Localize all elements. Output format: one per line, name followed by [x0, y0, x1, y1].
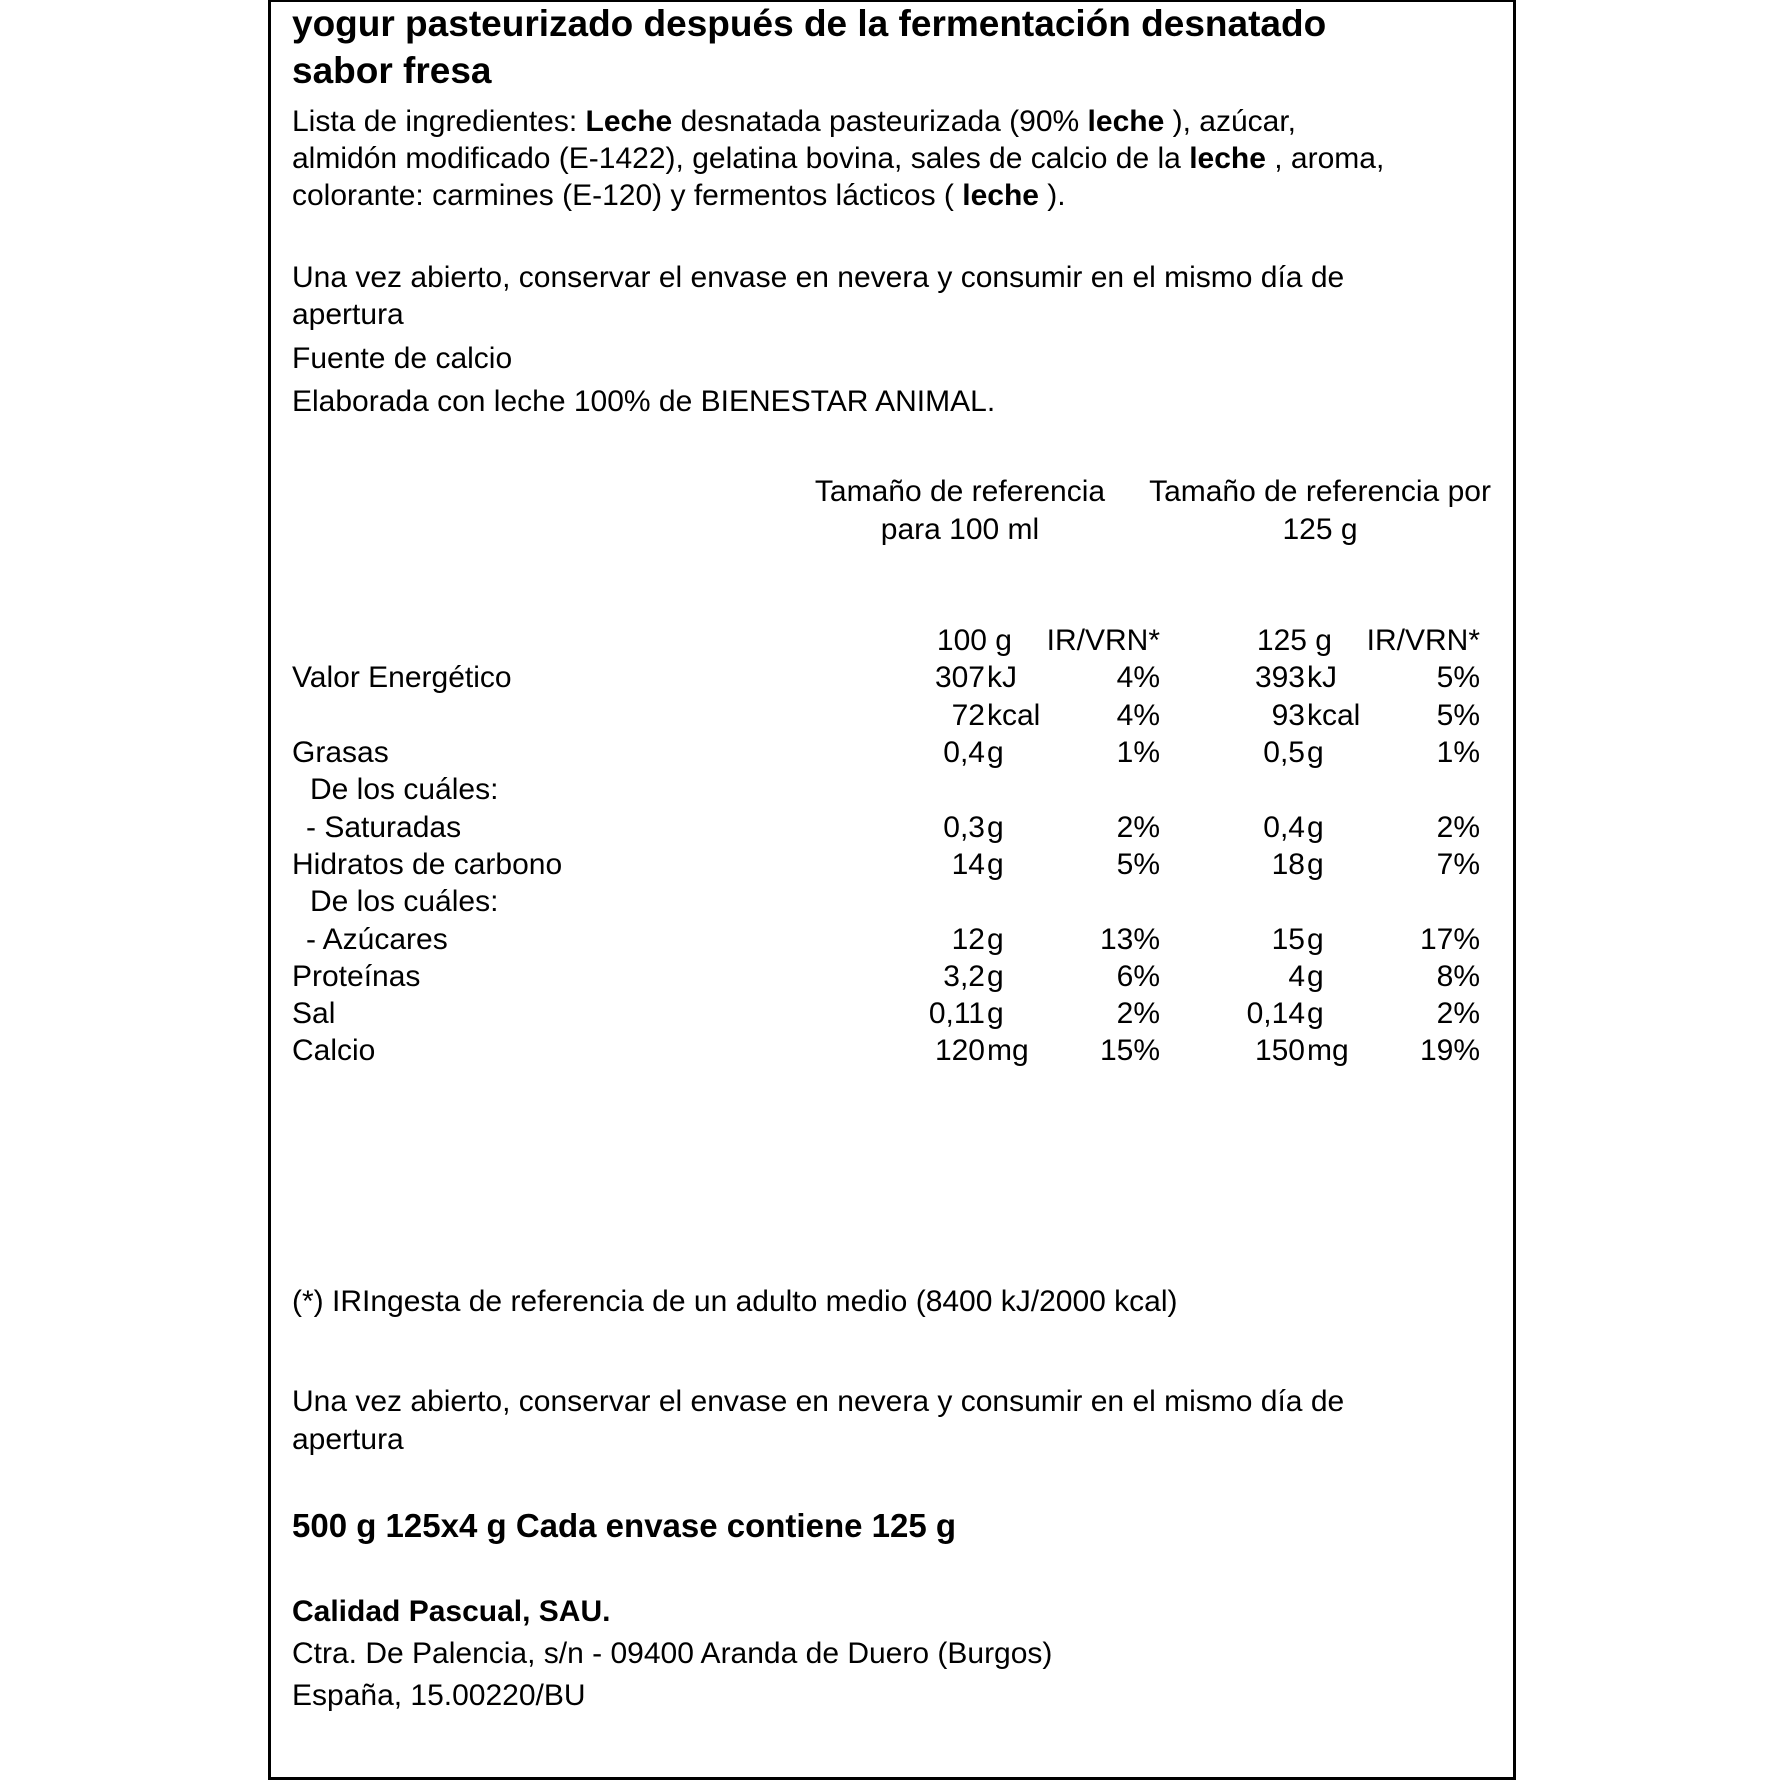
ingredients-line-2 — [292, 141, 1384, 177]
ir-percent-100g: 13% — [1099, 923, 1160, 956]
unit-per-125g: mg — [1307, 1034, 1349, 1067]
ingredients-text: desnatada pasteurizada (90% — [672, 105, 1088, 138]
unit-per-125g: g — [1307, 811, 1324, 844]
nutrient-label: Valor Energético — [292, 661, 512, 694]
unit-per-100g: g — [987, 923, 1004, 956]
value-per-125g: 18 — [1271, 848, 1305, 881]
unit-per-125g: kJ — [1307, 661, 1337, 694]
value-per-125g: 0,4 — [1263, 811, 1305, 844]
unit-per-125g: g — [1307, 960, 1324, 993]
ir-percent-125g: 17% — [1419, 923, 1480, 956]
company-name: Calidad Pascual, SAU. — [292, 1595, 611, 1628]
nutrient-label: Sal — [292, 997, 336, 1030]
column-header-ir-vrn-2: IR/VRN* — [1366, 624, 1480, 657]
storage-instructions-2: Una vez abierto, conservar el envase en nevera y consumir en el mismo día de — [292, 1385, 1345, 1418]
reference-size-125g-line-2: 125 g — [1282, 513, 1358, 546]
value-per-125g: 150 — [1254, 1034, 1305, 1067]
nutrient-label: Proteínas — [292, 960, 421, 993]
allergen-milk: Leche — [585, 105, 673, 138]
value-per-125g: 93 — [1271, 699, 1305, 732]
unit-per-125g: kcal — [1307, 699, 1361, 732]
value-per-100g: 72 — [951, 699, 985, 732]
product-title-line-2: sabor fresa — [292, 50, 492, 91]
unit-per-125g: g — [1307, 848, 1324, 881]
value-per-100g: 3,2 — [943, 960, 985, 993]
nutrient-label: - Azúcares — [306, 923, 448, 956]
ir-percent-125g: 1% — [1436, 736, 1480, 769]
net-content: 500 g 125x4 g Cada envase contiene 125 g — [292, 1507, 957, 1544]
ir-percent-100g: 1% — [1116, 736, 1160, 769]
ingredients-line-1 — [292, 104, 1296, 140]
reference-size-125g-line-1: Tamaño de referencia por — [1149, 475, 1491, 508]
nutrient-label: Calcio — [292, 1034, 376, 1067]
ir-percent-125g: 7% — [1436, 848, 1480, 881]
reference-intake-footnote: (*) IRIngesta de referencia de un adulto medio (8400 kJ/2000 kcal) — [292, 1285, 1178, 1318]
value-per-100g: 0,11 — [928, 997, 985, 1030]
storage-instructions-1-cont: apertura — [292, 298, 404, 331]
unit-per-125g: g — [1307, 997, 1324, 1030]
product-title-line-1: yogur pasteurizado después de la fermentación desnatado — [292, 3, 1327, 44]
nutrient-label: Hidratos de carbono — [292, 848, 563, 881]
allergen-milk: leche — [1189, 142, 1266, 175]
unit-per-100g: g — [987, 997, 1004, 1030]
allergen-milk: leche — [962, 179, 1039, 212]
ingredients-line-3 — [292, 178, 1066, 214]
ingredients-text: , aroma, — [1265, 142, 1385, 175]
nutrient-label: - Saturadas — [306, 811, 462, 844]
nutrient-label: De los cuáles: — [310, 885, 499, 918]
allergen-milk: leche — [1087, 105, 1165, 138]
value-per-125g: 0,5 — [1263, 736, 1305, 769]
value-per-125g: 0,14 — [1246, 997, 1305, 1030]
value-per-100g: 307 — [934, 661, 985, 694]
storage-instructions-2-cont: apertura — [292, 1423, 404, 1456]
ir-percent-100g: 5% — [1116, 848, 1160, 881]
ir-percent-100g: 2% — [1116, 811, 1160, 844]
column-header-125g: 125 g — [1256, 624, 1332, 657]
ingredients-text: ), azúcar, — [1164, 105, 1296, 138]
animal-welfare-claim: Elaborada con leche 100% de BIENESTAR ANIMAL. — [292, 385, 996, 418]
nutrient-label: Grasas — [292, 736, 389, 769]
ir-percent-100g: 4% — [1116, 699, 1160, 732]
unit-per-100g: g — [987, 960, 1004, 993]
ir-percent-100g: 4% — [1116, 661, 1160, 694]
nutrient-label: De los cuáles: — [310, 773, 499, 806]
value-per-100g: 120 — [934, 1034, 985, 1067]
ir-percent-125g: 19% — [1419, 1034, 1480, 1067]
ingredients-text: colorante: carmines (E-120) y fermentos lácticos ( — [292, 179, 963, 212]
value-per-125g: 393 — [1254, 661, 1305, 694]
ir-percent-125g: 5% — [1436, 661, 1480, 694]
ir-percent-100g: 2% — [1116, 997, 1160, 1030]
ir-percent-125g: 2% — [1436, 811, 1480, 844]
value-per-125g: 15 — [1271, 923, 1305, 956]
reference-size-100ml-line-1: Tamaño de referencia — [814, 475, 1106, 508]
registry-number: España, 15.00220/BU — [292, 1679, 586, 1712]
unit-per-125g: g — [1307, 736, 1324, 769]
ir-percent-125g: 5% — [1436, 699, 1480, 732]
unit-per-100g: mg — [987, 1034, 1029, 1067]
calcium-claim: Fuente de calcio — [292, 342, 513, 375]
ir-percent-100g: 6% — [1116, 960, 1160, 993]
value-per-100g: 14 — [951, 848, 985, 881]
unit-per-100g: g — [987, 848, 1004, 881]
unit-per-125g: g — [1307, 923, 1324, 956]
unit-per-100g: g — [987, 736, 1004, 769]
reference-size-100ml-line-2: para 100 ml — [880, 513, 1040, 546]
column-header-ir-vrn-1: IR/VRN* — [1046, 624, 1160, 657]
unit-per-100g: kcal — [987, 699, 1041, 732]
ir-percent-100g: 15% — [1099, 1034, 1160, 1067]
ingredients-text: Lista de ingredientes: — [292, 105, 586, 138]
value-per-100g: 0,4 — [943, 736, 985, 769]
ingredients-text: almidón modificado (E-1422), gelatina bovina, sales de calcio de la — [292, 142, 1190, 175]
value-per-100g: 0,3 — [943, 811, 985, 844]
value-per-100g: 12 — [951, 923, 985, 956]
column-header-100g: 100 g — [936, 624, 1012, 657]
ir-percent-125g: 8% — [1436, 960, 1480, 993]
ir-percent-125g: 2% — [1436, 997, 1480, 1030]
storage-instructions-1: Una vez abierto, conservar el envase en nevera y consumir en el mismo día de — [292, 261, 1345, 294]
unit-per-100g: kJ — [987, 661, 1017, 694]
ingredients-text: ). — [1038, 179, 1066, 212]
unit-per-100g: g — [987, 811, 1004, 844]
company-address: Ctra. De Palencia, s/n - 09400 Aranda de Duero (Burgos) — [292, 1637, 1053, 1670]
value-per-125g: 4 — [1288, 960, 1305, 993]
